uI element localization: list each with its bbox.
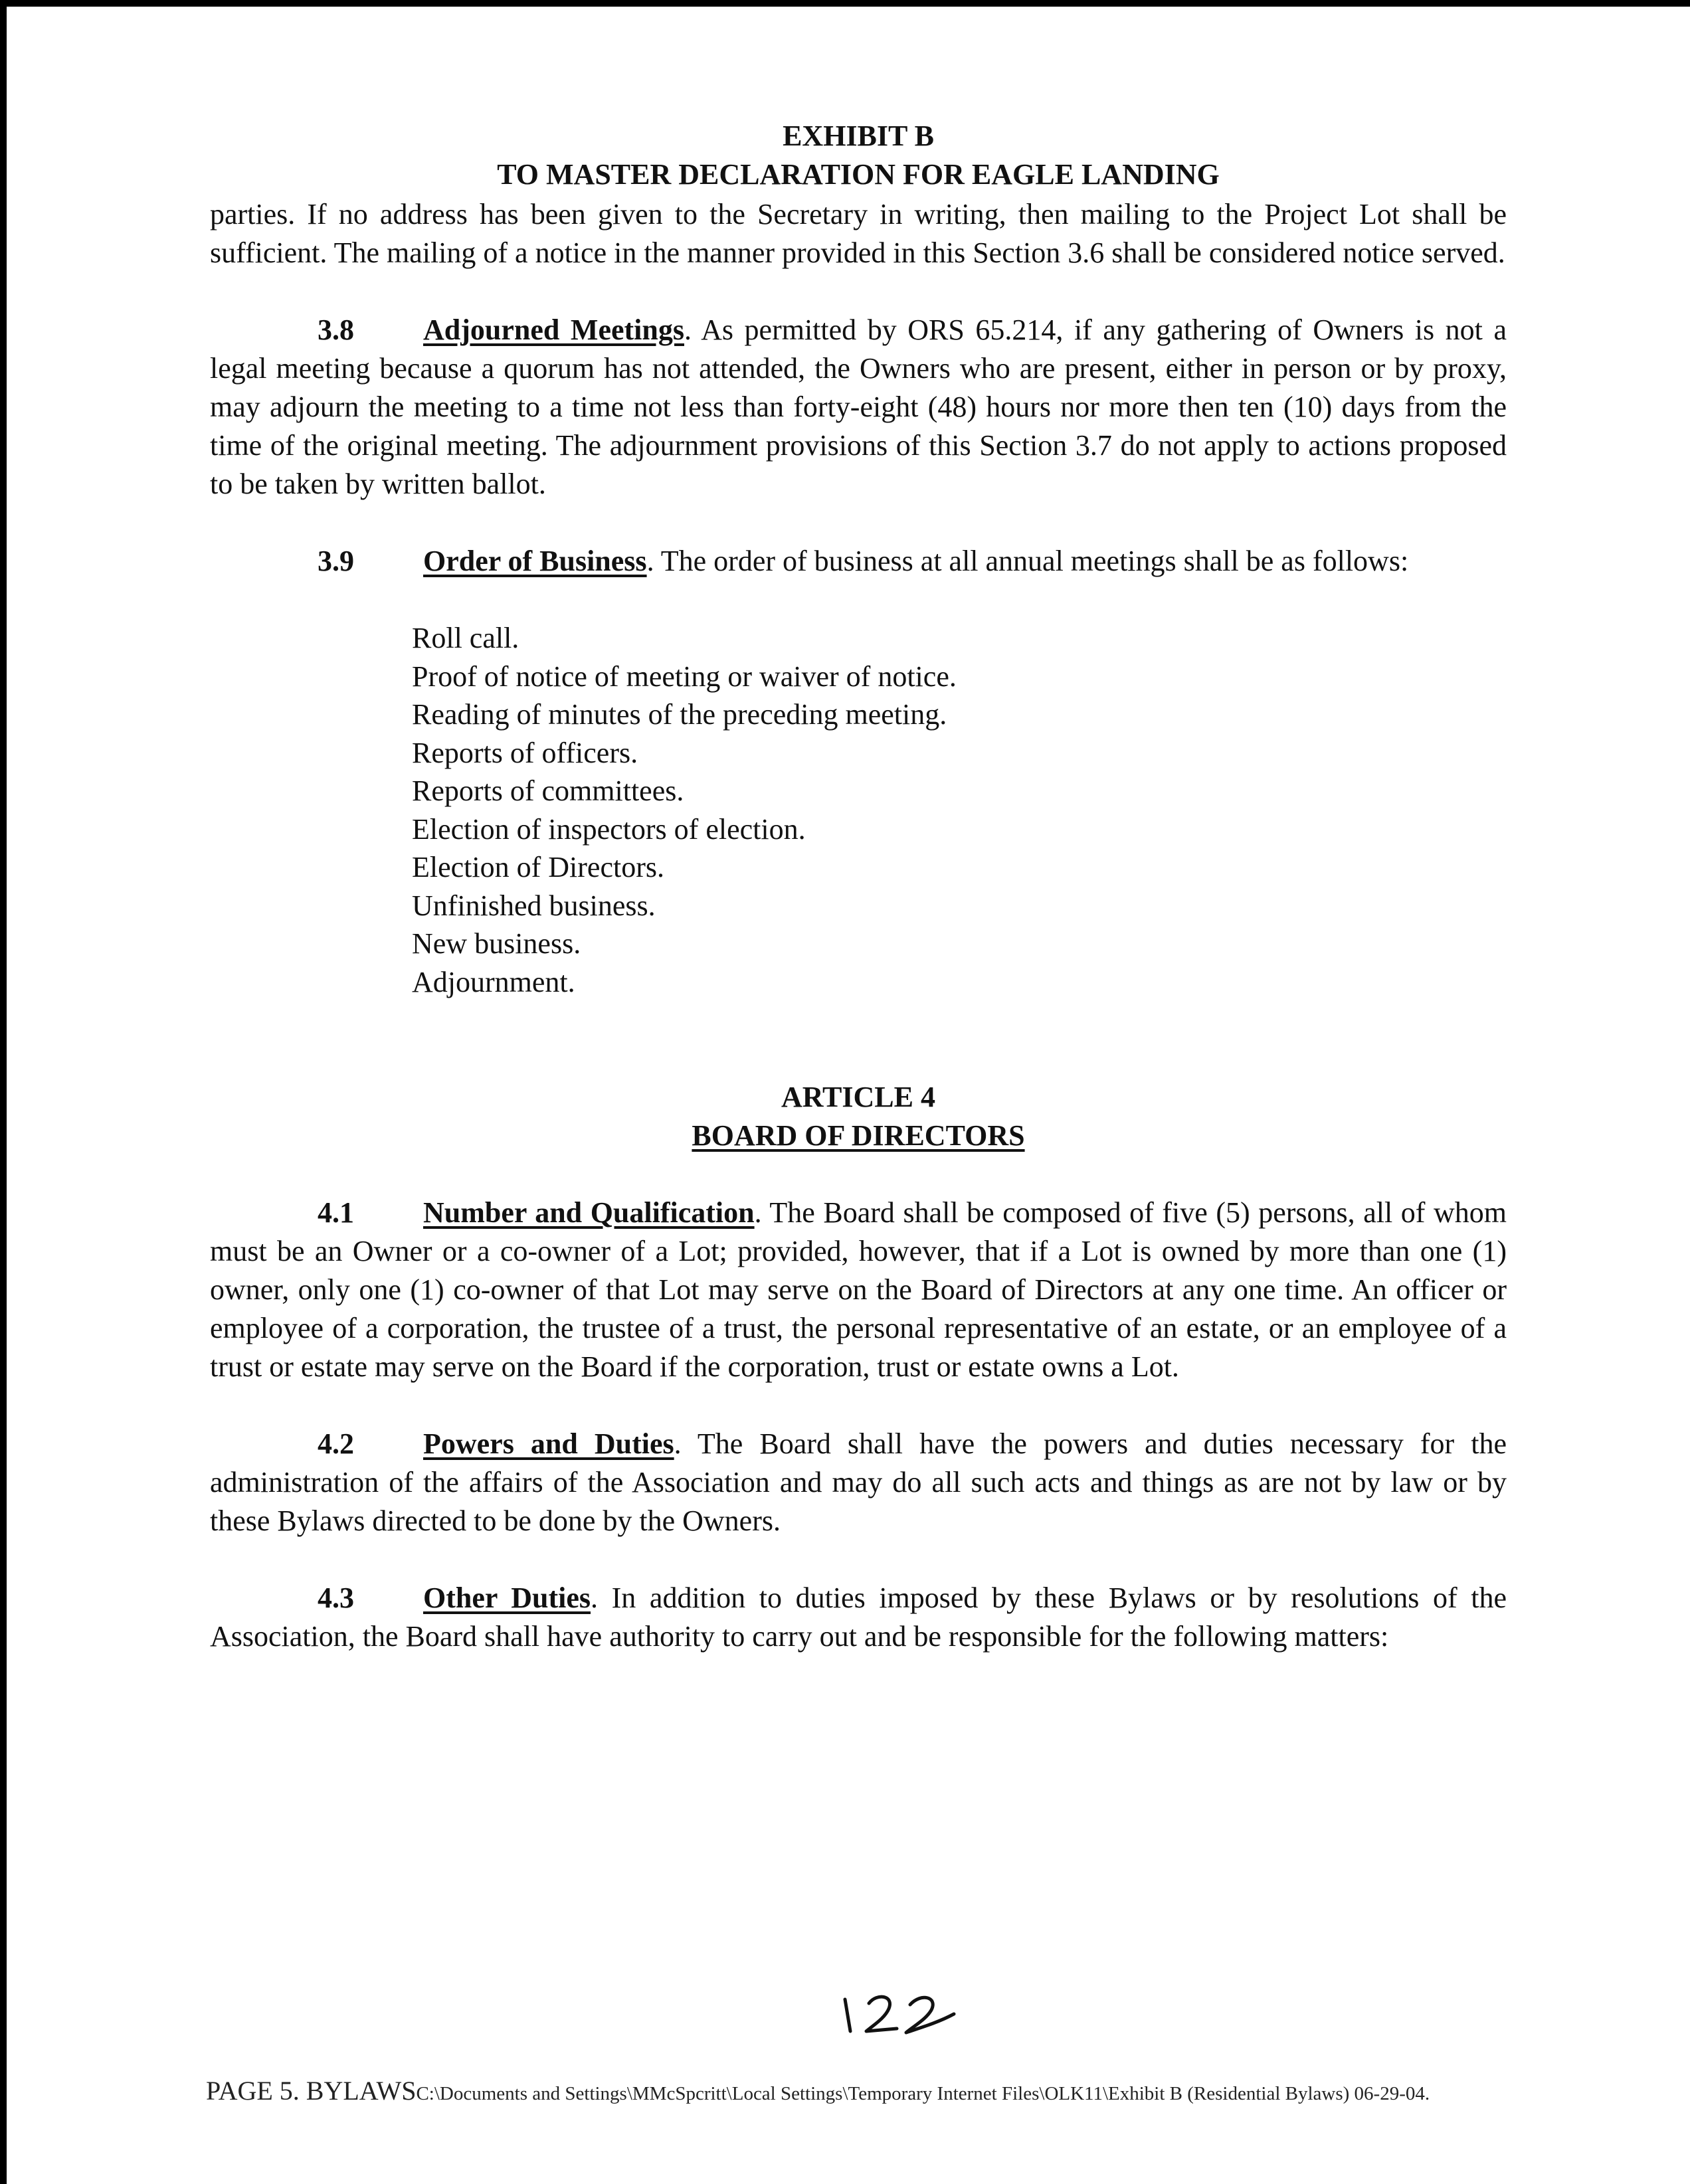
section-title: Order of Business (423, 545, 647, 577)
section-title: Other Duties (423, 1582, 591, 1614)
list-item: Unfinished business. (412, 889, 656, 922)
section-3-9 (210, 542, 1507, 581)
article-number: ARTICLE 4 (781, 1081, 935, 1113)
list-item: Proof of notice of meeting or waiver of notice. (412, 660, 957, 693)
list-item: Reports of committees. (412, 774, 684, 807)
section-3-8 (210, 311, 1507, 503)
footer-page-label: PAGE 5. BYLAWS (206, 2076, 417, 2106)
section-text: . The order of business at all annual meetings shall be as follows: (646, 545, 1409, 577)
list-item: New business. (412, 927, 581, 960)
list-item: Reports of officers. (412, 736, 638, 769)
section-title: Powers and Duties (423, 1427, 674, 1460)
scan-edge-left (0, 0, 7, 2184)
article-heading (210, 1078, 1507, 1155)
handwritten-page-number (836, 1987, 995, 2041)
section-text: . The Board shall be composed of five (5) persons, all of whom must be an Owner or a co-owner of a Lot; provided, however, that if a Lot is owned by more than one (1) owner, only one (1) co-owner of that Lot may serve on the Board of Directors at any one time. An officer or employee of a corporation, the trustee of a trust, the personal representative of an estate, or an employee of a trust or estate may serve on the Board if the corporation, trust or estate owns a Lot. (210, 1196, 1507, 1383)
declaration-heading: TO MASTER DECLARATION FOR EAGLE LANDING (497, 158, 1220, 191)
section-text: . The Board shall have the powers and duties necessary for the administration of the affairs of the Association and may do all such acts and things as are not by law or by these Bylaws directed to be done by the Owners. (210, 1427, 1507, 1537)
list-item: Election of Directors. (412, 851, 664, 883)
section-title: Adjourned Meetings (423, 314, 684, 346)
section-4-3 (210, 1579, 1507, 1656)
section-number: 4.1 (318, 1196, 354, 1229)
list-item: Election of inspectors of election. (412, 812, 806, 846)
exhibit-heading: EXHIBIT B (783, 120, 934, 152)
footer-file-path: C:\Documents and Settings\MMcSpcritt\Local Settings\Temporary Internet Files\OLK11\Exhibit B (Residential Bylaws) 06-29-04. (416, 2083, 1430, 2104)
section-number: 3.8 (318, 314, 354, 346)
scan-edge-top (0, 0, 1690, 7)
list-item: Reading of minutes of the preceding meeting. (412, 698, 947, 731)
order-of-business-list (210, 619, 1507, 1001)
list-item: Roll call. (412, 622, 519, 654)
section-number: 4.2 (318, 1427, 354, 1460)
section-text: . In addition to duties imposed by these Bylaws or by resolutions of the Association, the Board shall have authority to carry out and be responsible for the following matters: (210, 1582, 1507, 1653)
section-number: 4.3 (318, 1582, 354, 1614)
list-item: Adjournment. (412, 965, 575, 998)
continuation-paragraph: parties. If no address has been given to the Secretary in writing, then mailing to the Project Lot shall be sufficient. The mailing of a notice in the manner provided in this Section 3.6 shall be considered notice served. (210, 198, 1507, 269)
section-text: . As permitted by ORS 65.214, if any gathering of Owners is not a legal meeting because a quorum has not attended, the Owners who are present, either in person or by proxy, may adjourn the meeting to a time not less than forty-eight (48) hours nor more then ten (10) days from the time of the original meeting. The adjournment provisions of this Section 3.7 do not apply to actions proposed to be taken by written ballot. (210, 314, 1507, 500)
section-4-1 (210, 1194, 1507, 1386)
page-footer (206, 2075, 1430, 2106)
section-title: Number and Qualification (423, 1196, 755, 1229)
article-title-row (210, 1117, 1507, 1155)
document-page (210, 117, 1507, 1656)
article-title: BOARD OF DIRECTORS (692, 1119, 1025, 1152)
section-4-2 (210, 1425, 1507, 1540)
section-number: 3.9 (318, 545, 354, 577)
